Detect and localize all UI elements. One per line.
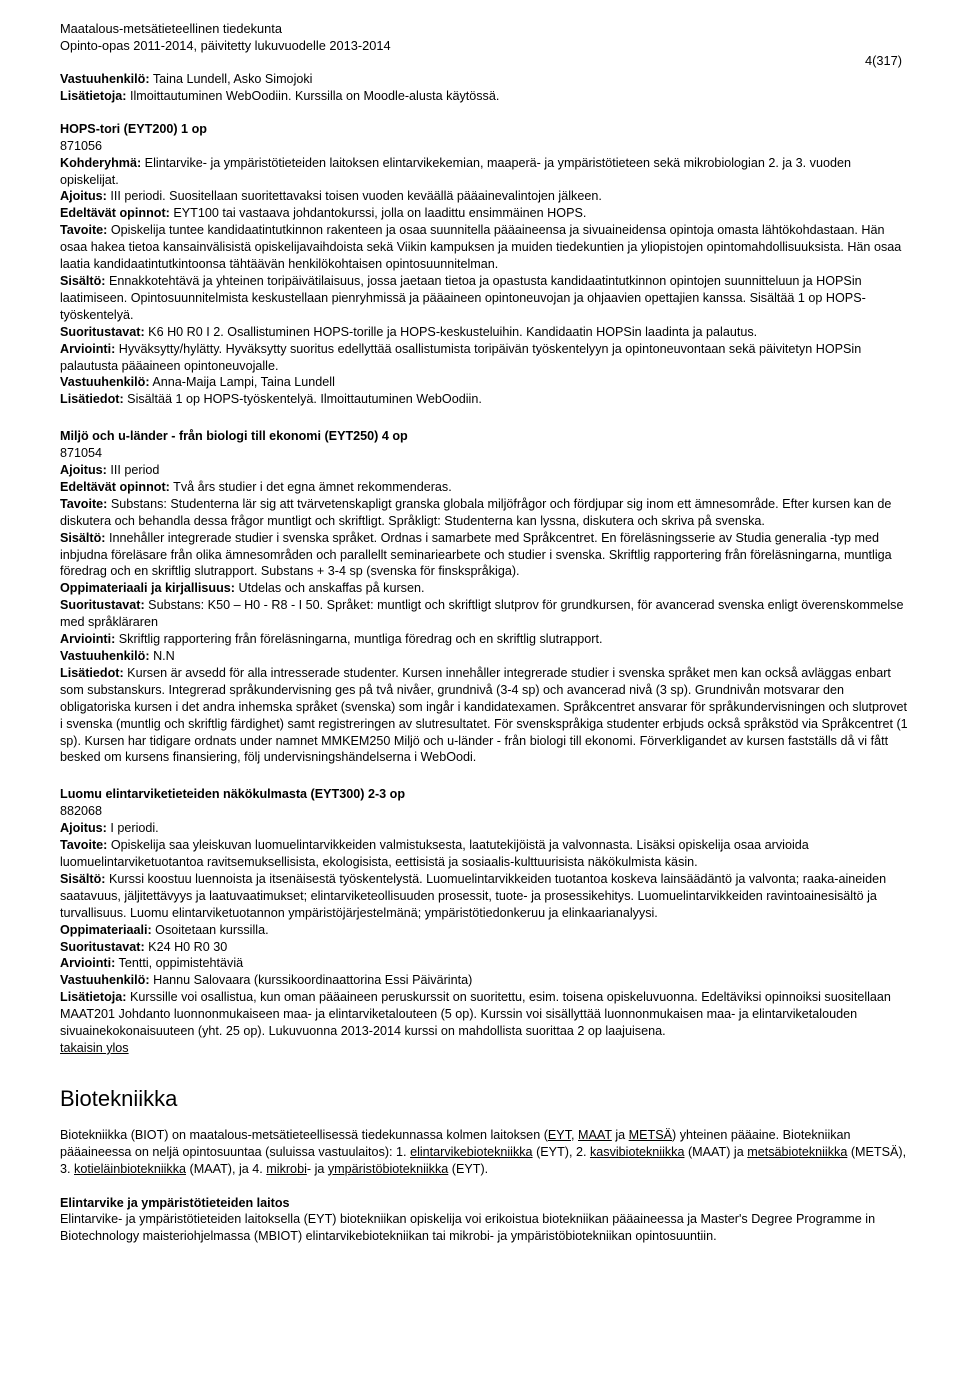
link-mikrobi[interactable]: mikrobi (266, 1161, 307, 1176)
field-responsible: Vastuuhenkilö: Anna-Maija Lampi, Taina Lundell (60, 375, 335, 390)
section-heading-biotekniikka: Biotekniikka (60, 1085, 178, 1111)
field-additional-info: Lisätietoja: Kurssille voi osallistua, kun oman pääaineen peruskurssit on suoritettu, esim. toisena opiskeluvuonna. Edeltäviksi opinnoiksi suositellaan MAAT201 Johdanto luonnonmukaiseen maa- ja elintarviketalouteen (5 op). Kurssin voi sisällyttää luonnonmukaisen maa- ja elintarviketalouden sivuainekokonaisuuteen (yht. 25 op). Lukuvuonna 2013-2014 kurssi on mahdollista suorittaa 2 op laajuisena. (60, 990, 891, 1039)
page-number: 4(317) (865, 53, 902, 68)
field-evaluation: Arviointi: Hyväksytty/hylätty. Hyväksytty suoritus edellyttää osallistumista toripäivän työskentelyyn ja opintoneuvontaan sekä päivitetyn HOPSin palautusta pääaineen opintoneuvojalle. (60, 341, 862, 373)
link-eyt[interactable]: EYT (547, 1127, 571, 1142)
field-material: Oppimateriaali: Osoitetaan kurssilla. (60, 922, 269, 937)
header-guide: Opinto-opas 2011-2014, päivitetty lukuvuodelle 2013-2014 (60, 38, 391, 53)
field-goal: Tavoite: Substans: Studenterna lär sig att tvärvetenskapligt granska globala miljöfrågor och fördjupar sig inom ett ämnesområde. Efter kursen kan de diskutera och behandla dessa frågor muntligt och skriftligt. Språkligt: Studenterna kan lyssna, diskutera och skriva på svenska. (60, 496, 892, 528)
field-target-group: Kohderyhmä: Elintarvike- ja ympäristötieteiden laitoksen elintarvikekemian, maaperä- ja ympäristötieteen sekä mikrobiologian 2. ja 3. vuoden opiskelijat. (60, 155, 851, 187)
field-goal: Tavoite: Opiskelija tuntee kandidaatintutkinnon rakenteen ja osaa suunnitella pääaineensa ja sivuaineidensa opintoja omasta lähtökohdastaan. Hän osaa hakea tietoa kansainvälisistä opiskelijavaihdoista sekä Viikin kampuksen ja muiden tiedekuntien ja yliopistojen opintomahdollisuuksista. Hän osaa laatia kandidaatintutkintoonsa tähtäävän henkilökohtaisen opintosuunnitelman. (60, 223, 902, 272)
sub-heading-eyt: Elintarvike ja ympäristötieteiden laitos (60, 1195, 290, 1210)
field-methods: Suoritustavat: K24 H0 R0 30 (60, 939, 228, 954)
field-evaluation: Arviointi: Tentti, oppimistehtäviä (60, 956, 244, 971)
field-prerequisites: Edeltävät opinnot: Två års studier i det egna ämnet rekommenderas. (60, 479, 452, 494)
course-code: 882068 (60, 804, 103, 819)
field-prerequisites: Edeltävät opinnot: EYT100 tai vastaava johdantokurssi, jolla on laadittu ensimmäinen HOPS. (60, 206, 587, 221)
field-additional-info: Lisätiedot: Sisältää 1 op HOPS-työskentelyä. Ilmoittautuminen WebOodiin. (60, 392, 482, 407)
course-code: 871054 (60, 446, 103, 461)
link-elintarvikebiotekniikka[interactable]: elintarvikebiotekniikka (410, 1144, 533, 1159)
field-timing: Ajoitus: I periodi. (60, 821, 159, 836)
course-title: HOPS-tori (EYT200) 1 op (60, 121, 207, 136)
back-to-top-line (60, 1040, 910, 1057)
field-timing: Ajoitus: III period (60, 463, 160, 478)
field-timing: Ajoitus: III periodi. Suositellaan suoritettavaksi toisen vuoden keväällä pääainevalintojen jälkeen. (60, 189, 602, 204)
field-responsible: Vastuuhenkilö: N.N (60, 649, 175, 663)
link-kotielainbiotekniikka[interactable]: kotieläinbiotekniikka (74, 1161, 187, 1176)
field-additional-info: Lisätiedot: Kursen är avsedd för alla intresserade studenter. Kursen innehåller integrerade studier i svenska språket men kan också avläggas enbart som substanskurs. Integrerad språkundervisning ges på två nivåer, grundnivå (3-4 sp) och avancerad nivå (3 sp). Grundnivån motsvarar den obligatoriska kursen i det andra inhemska språket (svenska) som ingår i kandidatexamen. Språkcentret ansvarar för språkundervisningen och slutprovet i svenska (muntlig och skriftlig färdighet) samt registreringen av slutresultatet. För svenskspråkiga studenter erbjuds också språkstöd via Språkcentret (1 sp). Kursen har tidigare ordnats under namnet MMKEM250 Miljö och u-länder - från biologi till ekonomi. Förverkligandet av kursen fastställs då vi fått besked om kursens finansiering, följ undervisningshändelserna i WebOodi. (60, 665, 908, 765)
course-luomu (60, 786, 910, 1057)
course-title: Miljö och u-länder - från biologi till ekonomi (EYT250) 4 op (60, 429, 408, 444)
link-kasvibiotekniikka[interactable]: kasvibiotekniikka (589, 1144, 685, 1159)
link-ymparistobiotekniikka[interactable]: ympäristöbiotekniikka (327, 1161, 449, 1176)
link-metsabiotekniikka[interactable]: metsäbiotekniikka (747, 1144, 848, 1159)
biotech-eyt-paragraph: Elintarvike- ja ympäristötieteiden laitoksella (EYT) biotekniikan opiskelija voi erikoistua biotekniikan pääaineessa ja Master's Degree Programme in Biotechnology maisteriohjelmassa (MBIOT) elintarvikebiotekniikan tai mikrobi- ja ympäristöbiotekniikan opintosuuntiin. (60, 1212, 876, 1244)
course-code: 871056 (60, 138, 103, 153)
back-to-top-link[interactable]: takaisin ylos (60, 1040, 129, 1055)
field-responsible: Vastuuhenkilö: Hannu Salovaara (kurssikoordinaattorina Essi Päivärinta) (60, 973, 473, 988)
biotech-intro-paragraph: Biotekniikka (BIOT) on maatalous-metsätieteellisessä tiedekunnassa kolmen laitoksen (EYT, MAAT ja METSÄ) yhteinen pääaine. Biotekniikan pääaineessa on neljä opintosuuntaa (suluissa vastuulaitos): 1. elintarvikebiotekniikka (EYT), 2. kasvibiotekniikka (MAAT) ja metsäbiotekniikka (METSÄ), 3. kotieläinbiotekniikka (MAAT), ja 4. mikrobi- ja ympäristöbiotekniikka (EYT). (60, 1127, 907, 1176)
field-content: Sisältö: Ennakkotehtävä ja yhteinen toripäivätilaisuus, jossa jaetaan tietoa ja opastusta kandidaatintutkinnon opintojen suunnitteluun ja HOPSin laatimiseen. Opintosuunnitelmista keskustellaan pienryhmissä ja pääaineen opintoneuvojan ja ohjaavien opettajien kanssa. Sisältää 1 op HOPS-työskentelyä. (60, 273, 866, 322)
field-content: Sisältö: Kurssi koostuu luennoista ja itsenäisestä työskentelystä. Luomuelintarvikkeiden tuotantoa koskeva lainsäädäntö ja valvonta; raaka-aineiden saatavuus, jäljitettävyys ja laatuvaatimukset; elintarviketeollisuuden prosessit, tuote- ja prosessikehitys. Luomuelintarvikkeiden ravintoainesisältö ja turvallisuus. Luomu elintarviketuotannon ympäristöjärjestelmänä; ympäristötiedonkeruu ja elinkaarianalyysi. (60, 871, 887, 920)
link-metsa[interactable]: METSÄ (628, 1127, 673, 1142)
field-material: Oppimateriaali ja kirjallisuus: Utdelas och anskaffas på kursen. (60, 581, 425, 596)
intro-resp: Vastuuhenkilö: Taina Lundell, Asko Simojoki (60, 72, 313, 86)
intro-info: Lisätietoja: Ilmoittautuminen WebOodiin. Kurssilla on Moodle-alusta käytössä. (60, 88, 500, 103)
field-content: Sisältö: Innehåller integrerade studier i svenska språket. Ordnas i samarbete med Språkcentret. En föreläsningsserie av Studia generalia -typ med inbjudna föreläsare från olika ämnesområden och parallellt seminariearbete och studier i svenska. Skriftlig rapportering från föreläsningarna, muntliga föredrag och en skriftlig slutrapport. Substans + 3-4 sp (svenska för finskspråkiga). (60, 530, 892, 579)
course-miljo-u-lander (60, 428, 910, 766)
header-org: Maatalous-metsätieteellinen tiedekunta (60, 21, 282, 36)
course-hops-tori (60, 121, 910, 408)
link-maat[interactable]: MAAT (578, 1127, 612, 1142)
field-goal: Tavoite: Opiskelija saa yleiskuvan luomuelintarvikkeiden valmistuksesta, laatutekijöistä ja valvonnasta. Lisäksi opiskelija osaa arvioida luomuelintarviketuotantoa ravitsemuksellisista, ekologisista, eettisistä ja sosiaalis-kulttuurisista näkökulmista käsin. (60, 838, 809, 869)
field-methods: Suoritustavat: K6 H0 R0 I 2. Osallistuminen HOPS-torille ja HOPS-keskusteluihin. Kandidaatin HOPSin laadinta ja palautus. (60, 324, 758, 339)
document-page (60, 20, 910, 1245)
course-title: Luomu elintarviketieteiden näkökulmasta (EYT300) 2-3 op (60, 787, 406, 802)
field-methods: Suoritustavat: Substans: K50 – H0 - R8 - I 50. Språket: muntligt och skriftligt slutprov för grundkursen, för avancerad svenska enligt överenskommelse med språkläraren (60, 598, 904, 630)
field-evaluation: Arviointi: Skriftlig rapportering från föreläsningarna, muntliga föredrag och en skriftlig slutrapport. (60, 632, 603, 647)
running-header (60, 20, 910, 54)
intro-block (60, 71, 910, 105)
